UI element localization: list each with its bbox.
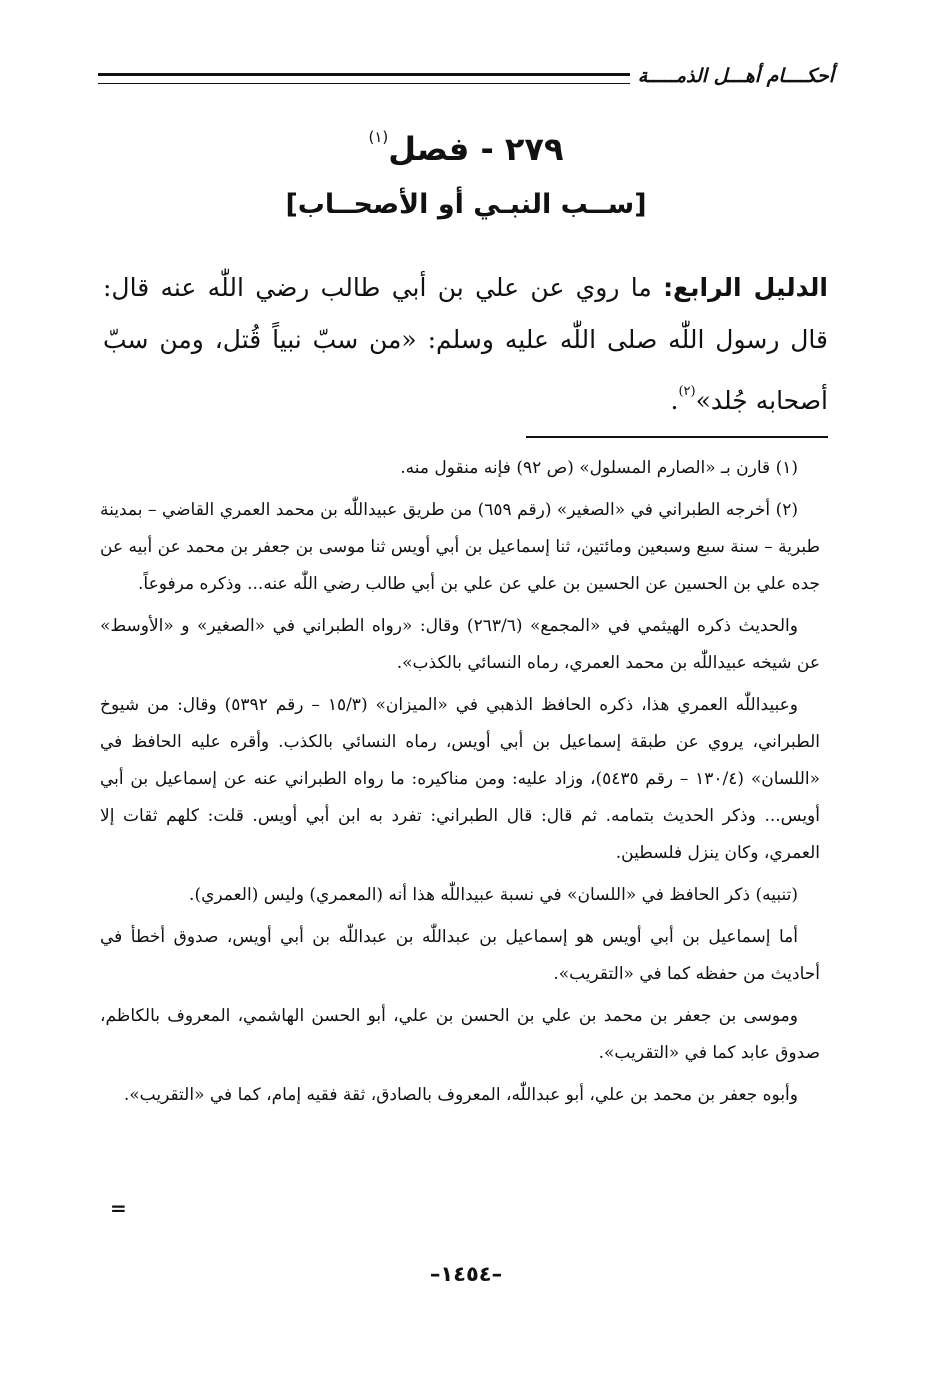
footnote-paragraph: أما إسماعيل بن أبي أويس هو إسماعيل بن عبداللّٰه بن عبداللّٰه بن أبي أويس، صدوق أخطأ في أحاديث من حفظه كما في «التقريب». — [100, 927, 820, 984]
footnotes — [100, 450, 820, 1119]
running-header-title: أحكــــام أهـــل الذمـــــة — [637, 65, 834, 87]
footnote-paragraph: والحديث ذكره الهيثمي في «المجمع» (٢٦٣/٦) وقال: «رواه الطبراني في «الصغير» و «الأوسط» عن شيخه عبيداللّٰه بن محمد العمري، رماه النسائي بالكذب». — [100, 616, 820, 673]
running-header — [98, 58, 834, 94]
footnote-1: (١) قارن بـ «الصارم المسلول» (ص ٩٢) فإنه منقول منه. — [400, 458, 798, 478]
footnote-paragraph: وأبوه جعفر بن محمد بن علي، أبو عبداللّٰه، المعروف بالصادق، ثقة فقيه إمام، كما في «التقريب». — [123, 1085, 798, 1105]
chapter-heading — [0, 128, 932, 168]
footnote-paragraph: (تنبيه) ذكر الحافظ في «اللسان» في نسبة عبيداللّٰه هذا أنه (المعمري) وليس (العمري). — [189, 885, 798, 905]
main-paragraph — [103, 262, 828, 427]
main-body: ما روي عن علي بن أبي طالب رضي اللّٰه عنه قال: قال رسول اللّٰه صلى اللّٰه عليه وسلم: «من سبّ نبياً قُتل، ومن سبّ أصحابه جُلد» — [103, 273, 828, 415]
page-number: –١٤٥٤– — [429, 1262, 503, 1286]
chapter-footnote-ref[interactable]: (١) — [368, 128, 389, 146]
footnote-paragraph: وموسى بن جعفر بن محمد بن علي بن الحسن بن علي، أبو الحسن الهاشمي، المعروف بالكاظم، صدوق عابد كما في «التقريب». — [100, 1006, 820, 1063]
footnote-2: (٢) أخرجه الطبراني في «الصغير» (رقم ٦٥٩) من طريق عبيداللّٰه بن محمد العمري القاضي – بمدينة طبرية – سنة سبع وسبعين ومائتين، ثنا إسماعيل بن أبي أويس ثنا موسى بن جعفر بن محمد عن أبيه عن جده علي بن الحسين عن الحسين بن علي عن علي بن أبي طالب رضي اللّٰه عنه... وذكره مرفوعاً. — [100, 500, 820, 594]
footnote-separator — [526, 436, 828, 438]
chapter-subtitle: [ســب النبـي أو الأصحــاب] — [285, 189, 647, 220]
continuation-mark: = — [110, 1196, 127, 1220]
chapter-heading-text: ٢٧٩ - فصل — [388, 130, 564, 168]
footnote-paragraph: وعبيداللّٰه العمري هذا، ذكره الحافظ الذهبي في «الميزان» (١٥/٣ – رقم ٥٣٩٢) وقال: من شيوخ الطبراني، يروي عن طبقة إسماعيل بن أبي أويس، رماه النسائي بالكذب. وأقره عليه الحافظ في «اللسان» (١٣٠/٤ – رقم ٥٤٣٥)، وزاد عليه: ومن مناكيره: ما رواه الطبراني عنه عن إسماعيل بن أبي أويس... وذكر الحديث بتمامه. ثم قال: قال الطبراني: تفرد به ابن أبي أويس. قلت: كلهم ثقات إلا العمري، وكان ينزل فلسطين. — [100, 695, 820, 863]
header-double-rule — [98, 73, 630, 84]
main-footnote-ref[interactable]: (٢) — [678, 384, 696, 399]
main-end: . — [670, 386, 679, 415]
main-lead: الدليل الرابع: — [663, 273, 828, 302]
